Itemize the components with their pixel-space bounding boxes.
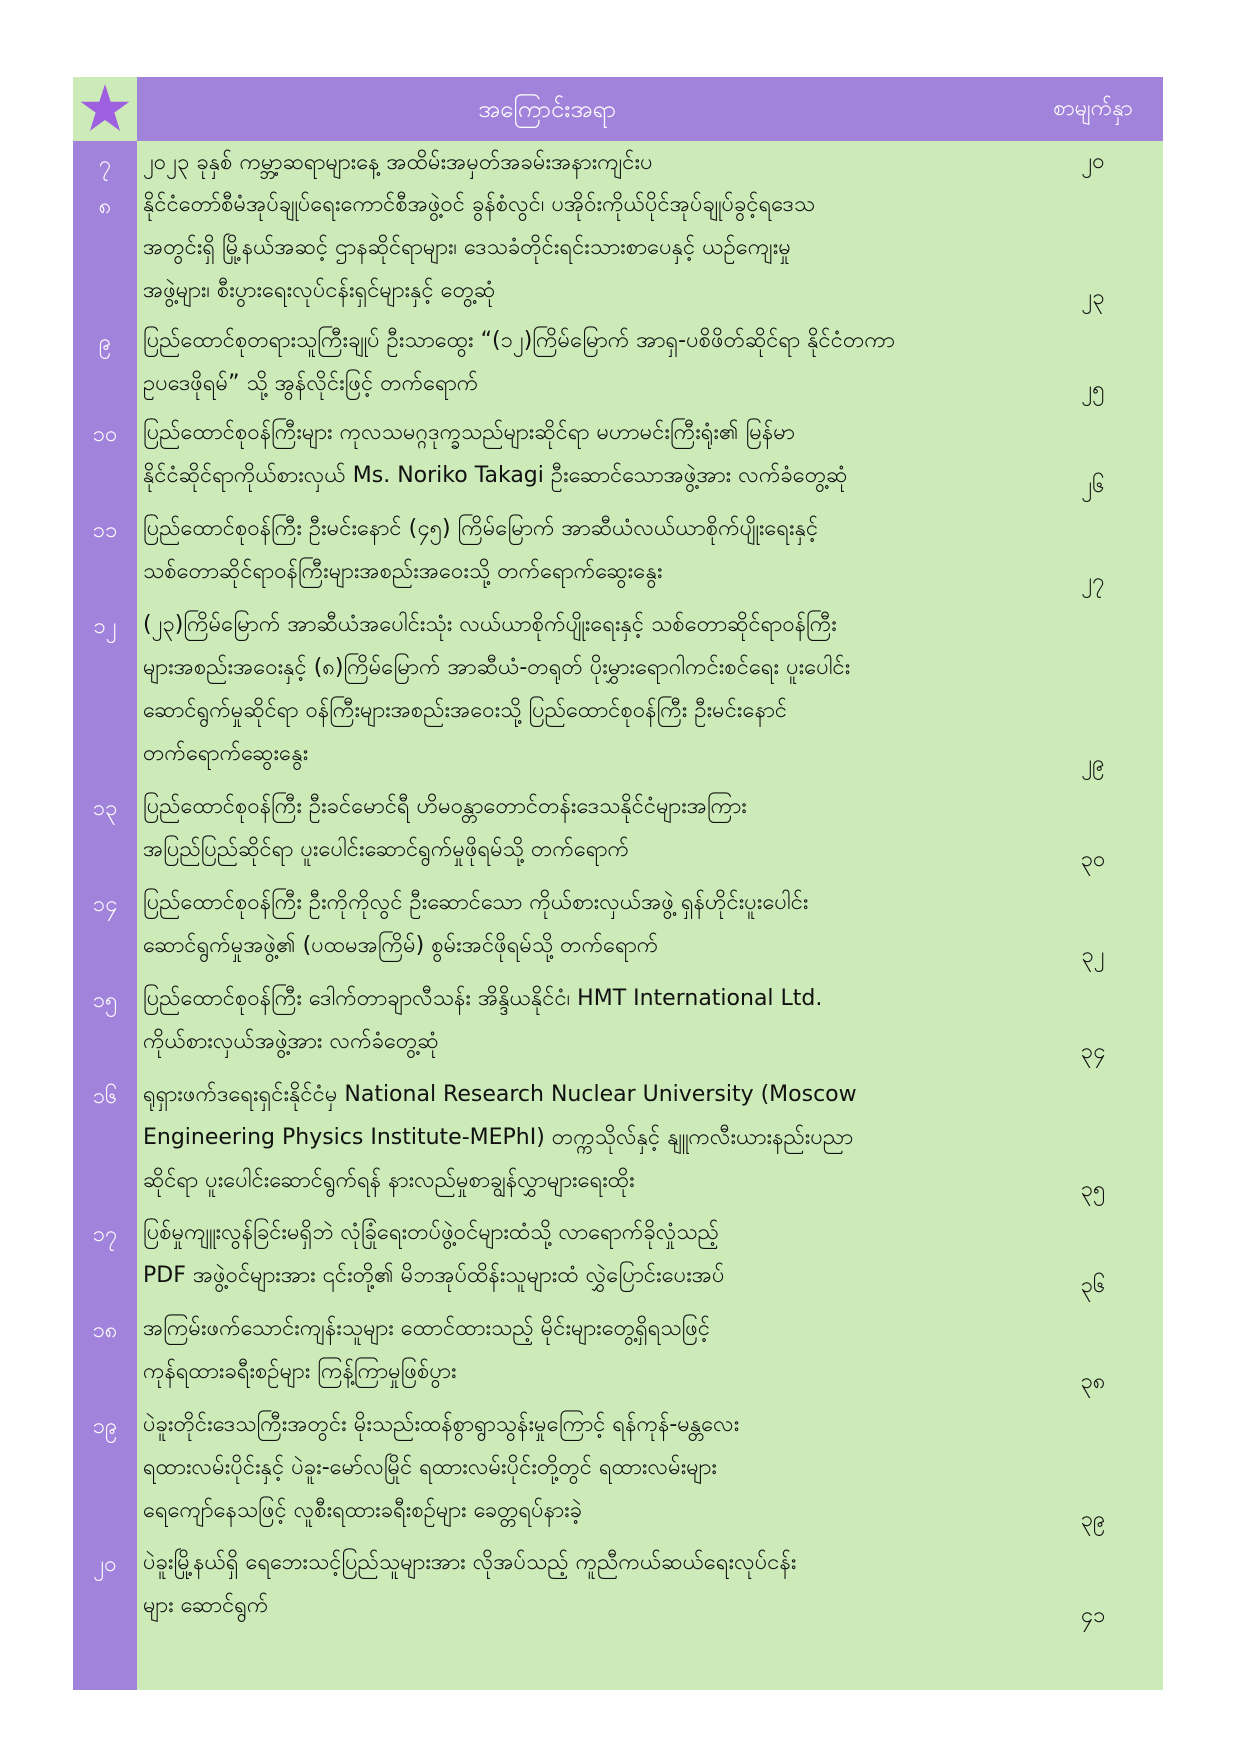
toc-row	[73, 881, 1163, 977]
entry-number: ၁၆	[92, 1084, 118, 1109]
entry-number: ၁၇	[92, 1222, 118, 1247]
entry-title: ပြည်ထောင်စုဝန်ကြီး ဦးခင်မောင်ရီ ဟိမဝန္တာတောင်တန်းဒေသနိုင်ငံများအကြား အပြည်ပြည်ဆိုင်ရာ ပူးပေါင်းဆောင်ရွက်မှုဖိုရမ်သို့ တက်ရောက်	[143, 794, 747, 862]
entry-number: ၁၉	[92, 1414, 118, 1439]
entry-number: ၁၂	[93, 614, 117, 639]
table-of-contents	[73, 77, 1163, 1690]
toc-row	[73, 507, 1163, 603]
entry-title: ပြည်ထောင်စုဝန်ကြီး ဒေါက်တာချာလီသန်း အိန္ဒိယနိုင်ငံ၊ HMT International Ltd. ကိုယ်စားလှယ်အဖွဲ့အား လက်ခံတွေ့ဆုံ	[143, 986, 823, 1054]
entry-title: ပြည်ထောင်စုဝန်ကြီးများ ကုလသမဂ္ဂဒုက္ခသည်များဆိုင်ရာ မဟာမင်းကြီးရုံး၏ မြန်မာ နိုင်ငံဆိုင်ရာကိုယ်စားလှယ် Ms. Noriko Takagi ဦးဆောင်သောအဖွဲ့အား လက်ခံတွေ့ဆုံ	[143, 420, 848, 488]
entry-title: ပြစ်မှုကျူးလွန်ခြင်းမရှိဘဲ လုံခြုံရေးတပ်ဖွဲ့ဝင်များထံသို့ လာရောက်ခိုလှုံသည့် PDF အဖွဲ့ဝင်များအား ၎င်းတို့၏ မိဘအုပ်ထိန်းသူများထံ လွှဲပြောင်းပေးအပ်	[143, 1220, 725, 1288]
toc-row	[73, 1307, 1163, 1403]
entry-page: ၄၁	[1080, 1603, 1106, 1628]
toc-row	[73, 1541, 1163, 1637]
entry-title: အကြမ်းဖက်သောင်းကျန်းသူများ ထောင်ထားသည့် မိုင်းများတွေ့ရှိရသဖြင့် ကုန်ရထားခရီးစဉ်များ ကြန့်ကြာမှုဖြစ်ပွား	[143, 1316, 711, 1384]
entry-page: ၂၃	[1081, 285, 1105, 310]
entry-title: ၂၀၂၃ ခုနှစ် ကမ္ဘာ့ဆရာများနေ့ အထိမ်းအမှတ်အခမ်းအနားကျင်းပ	[143, 150, 653, 175]
entry-page: ၂၅	[1081, 377, 1105, 402]
entry-page: ၃၂	[1081, 943, 1105, 968]
entry-number: ၇	[98, 152, 112, 177]
entry-title: ပြည်ထောင်စုဝန်ကြီး ဦးကိုကိုလွင် ဦးဆောင်သော ကိုယ်စားလှယ်အဖွဲ့ ရှန်ဟိုင်းပူးပေါင်း ဆောင်ရွက်မှုအဖွဲ့၏ (ပထမအကြိမ်) စွမ်းအင်ဖိုရမ်သို့ တက်ရောက်	[143, 890, 809, 958]
toc-row	[73, 1073, 1163, 1211]
entry-number: ၁၄	[92, 892, 118, 917]
entry-page: ၃၅	[1080, 1177, 1106, 1202]
entry-page: ၃၀	[1080, 847, 1106, 872]
toc-row	[73, 977, 1163, 1073]
header-page-label: စာမျက်နှာ	[1053, 96, 1133, 121]
toc-row	[73, 785, 1163, 881]
star-icon	[79, 82, 131, 134]
entry-title: ပြည်ထောင်စုတရားသူကြီးချုပ် ဦးသာထွေး “(၁၂)ကြိမ်မြောက် အာရှ-ပစိဖိတ်ဆိုင်ရာ နိုင်ငံတကာ ဥပဒေဖိုရမ်” သို့ အွန်လိုင်းဖြင့် တက်ရောက်	[143, 328, 895, 396]
entry-title: (၂၃)ကြိမ်မြောက် အာဆီယံအပေါင်းသုံး လယ်ယာစိုက်ပျိုးရေးနှင့် သစ်တောဆိုင်ရာဝန်ကြီး များအစည်းအဝေးနှင့် (၈)ကြိမ်မြောက် အာဆီယံ-တရုတ် ပိုးမွှားရောဂါကင်းစင်ရေး ပူးပေါင်း ဆောင်ရွက်မှုဆိုင်ရာ ဝန်ကြီးများအစည်းအဝေးသို့ ပြည်ထောင်စုဝန်ကြီး ဦးမင်းနောင် တက်ရောက်ဆွေးနွေး	[143, 612, 851, 766]
toc-row	[73, 603, 1163, 785]
header-star-cell	[73, 77, 137, 141]
entry-number: ၉	[98, 330, 112, 355]
entry-page: ၂၇	[1081, 569, 1105, 594]
entry-page: ၃၄	[1080, 1039, 1106, 1064]
entry-number: ၁၈	[92, 1318, 118, 1343]
entry-title: ရုရှားဖက်ဒရေးရှင်းနိုင်ငံမှ National Research Nuclear University (Moscow Engineering Physics Institute-MEPhI) တက္ကသိုလ်နှင့် နျူကလီးယားနည်းပညာ ဆိုင်ရာ ပူးပေါင်းဆောင်ရွက်ရန် နားလည်မှုစာချွန်လွှာများရေးထိုး	[143, 1082, 857, 1193]
entry-page: ၃၈	[1080, 1369, 1106, 1394]
toc-header	[73, 77, 1163, 141]
toc-row	[73, 1403, 1163, 1541]
entry-number: ၈	[98, 194, 112, 219]
entry-page: ၃၉	[1080, 1507, 1106, 1532]
entry-number: ၂၀	[93, 1552, 117, 1577]
toc-row	[73, 141, 1163, 183]
entry-title: ပြည်ထောင်စုဝန်ကြီး ဦးမင်းနောင် (၄၅) ကြိမ်မြောက် အာဆီယံလယ်ယာစိုက်ပျိုးရေးနှင့် သစ်တောဆိုင်ရာဝန်ကြီးများအစည်းအဝေးသို့ တက်ရောက်ဆွေးနွေး	[143, 516, 819, 584]
entry-title: ပဲခူးတိုင်းဒေသကြီးအတွင်း မိုးသည်းထန်စွာရွာသွန်းမှုကြောင့် ရန်ကုန်-မန္တလေး ရထားလမ်းပိုင်းနှင့် ပဲခူး-မော်လမြိုင် ရထားလမ်းပိုင်းတို့တွင် ရထားလမ်းများ ရေကျော်နေသဖြင့် လူစီးရထားခရီးစဉ်များ ခေတ္တရပ်နားခဲ့	[143, 1412, 740, 1523]
entry-title: နိုင်ငံတော်စီမံအုပ်ချုပ်ရေးကောင်စီအဖွဲ့ဝင် ခွန်စံလွင်၊ ပအိုဝ်းကိုယ်ပိုင်အုပ်ချုပ်ခွင့်ရဒေသ အတွင်းရှိ မြို့နယ်အဆင့် ဌာနဆိုင်ရာများ၊ ဒေသခံတိုင်းရင်းသားစာပေနှင့် ယဉ်ကျေးမှု အဖွဲ့များ၊ စီးပွားရေးလုပ်ငန်းရှင်များနှင့် တွေ့ဆုံ	[143, 192, 816, 303]
entry-page: ၃၆	[1080, 1273, 1106, 1298]
entry-page: ၂၉	[1081, 751, 1105, 776]
entry-number: ၁၃	[92, 796, 118, 821]
toc-row	[73, 319, 1163, 411]
entry-number: ၁၀	[92, 422, 118, 447]
toc-row	[73, 1211, 1163, 1307]
header-title: အကြောင်းအရာ	[478, 95, 616, 123]
toc-row	[73, 411, 1163, 507]
entry-title: ပဲခူးမြို့နယ်ရှိ ရေဘေးသင့်ပြည်သူများအား လိုအပ်သည့် ကူညီကယ်ဆယ်ရေးလုပ်ငန်း များ ဆောင်ရွက်	[143, 1550, 797, 1618]
entry-number: ၁၁	[92, 518, 118, 543]
entry-page: ၂၀	[1081, 149, 1105, 174]
toc-row	[73, 183, 1163, 319]
entry-number: ၁၅	[92, 988, 118, 1013]
entry-page: ၂၆	[1081, 473, 1105, 498]
